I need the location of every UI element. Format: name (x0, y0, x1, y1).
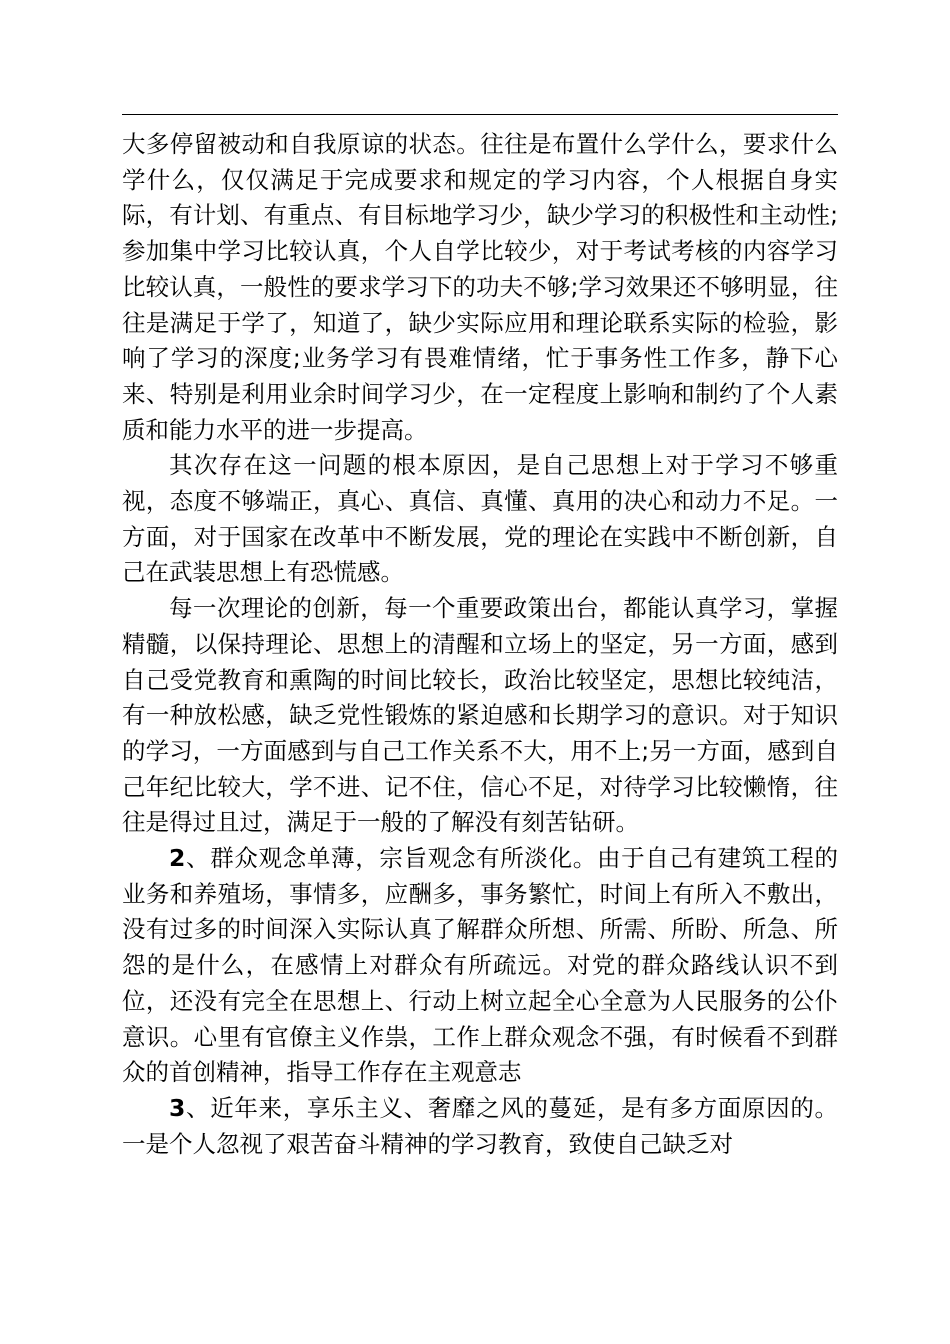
paragraph-continued (122, 127, 838, 448)
paragraph-number: 3 (169, 1093, 186, 1122)
document-body (122, 127, 838, 1162)
paragraph-item-3 (122, 1091, 838, 1162)
header-rule (122, 114, 838, 115)
paragraph-theory-innovation (122, 591, 838, 841)
paragraph-text: 大多停留被动和自我原谅的状态。往往是布置什么学什么，要求什么学什么，仅仅满足于完成要求和规定的学习内容，个人根据自身实际，有计划、有重点、有目标地学习少，缺少学习的积极性和主动性;参加集中学习比较认真，个人自学比较少，对于考试考核的内容学习比较认真，一般性的要求学习下的功夫不够;学习效果还不够明显，往往是满足于学了，知道了，缺少实际应用和理论联系实际的检验，影响了学习的深度;业务学习有畏难情绪，忙于事务性工作多，静下心来、特别是利用业余时间学习少，在一定程度上影响和制约了个人素质和能力水平的进一步提高。 (122, 130, 838, 444)
paragraph-root-cause (122, 448, 838, 591)
paragraph-text: 、群众观念单薄，宗旨观念有所淡化。由于自己有建筑工程的业务和养殖场，事情多，应酬多，事务繁忙，时间上有所入不敷出，没有过多的时间深入实际认真了解群众所想、所需、所盼、所急、所怨的是什么，在感情上对群众有所疏远。对党的群众路线认识不到位，还没有完全在思想上、行动上树立起全心全意为人民服务的公仆意识。心里有官僚主义作祟，工作上群众观念不强，有时候看不到群众的首创精神，指导工作存在主观意志 (122, 844, 838, 1087)
paragraph-text: 每一次理论的创新，每一个重要政策出台，都能认真学习，掌握精髓，以保持理论、思想上的清醒和立场上的坚定，另一方面，感到自己受党教育和熏陶的时间比较长，政治比较坚定，思想比较纯洁，有一种放松感，缺乏党性锻炼的紧迫感和长期学习的意识。对于知识的学习，一方面感到与自己工作关系不大，用不上;另一方面，感到自己年纪比较大，学不进、记不住，信心不足，对待学习比较懒惰，往往是得过且过，满足于一般的了解没有刻苦钻研。 (122, 594, 838, 837)
paragraph-number: 2 (169, 844, 186, 873)
paragraph-text: 其次存在这一问题的根本原因，是自己思想上对于学习不够重视，态度不够端正，真心、真信、真懂、真用的决心和动力不足。一方面，对于国家在改革中不断发展，党的理论在实践中不断创新，自己在武装思想上有恐慌感。 (122, 451, 838, 587)
paragraph-text: 、近年来，享乐主义、奢靡之风的蔓延，是有多方面原因的。一是个人忽视了艰苦奋斗精神的学习教育，致使自己缺乏对 (122, 1093, 838, 1158)
paragraph-item-2 (122, 841, 838, 1091)
